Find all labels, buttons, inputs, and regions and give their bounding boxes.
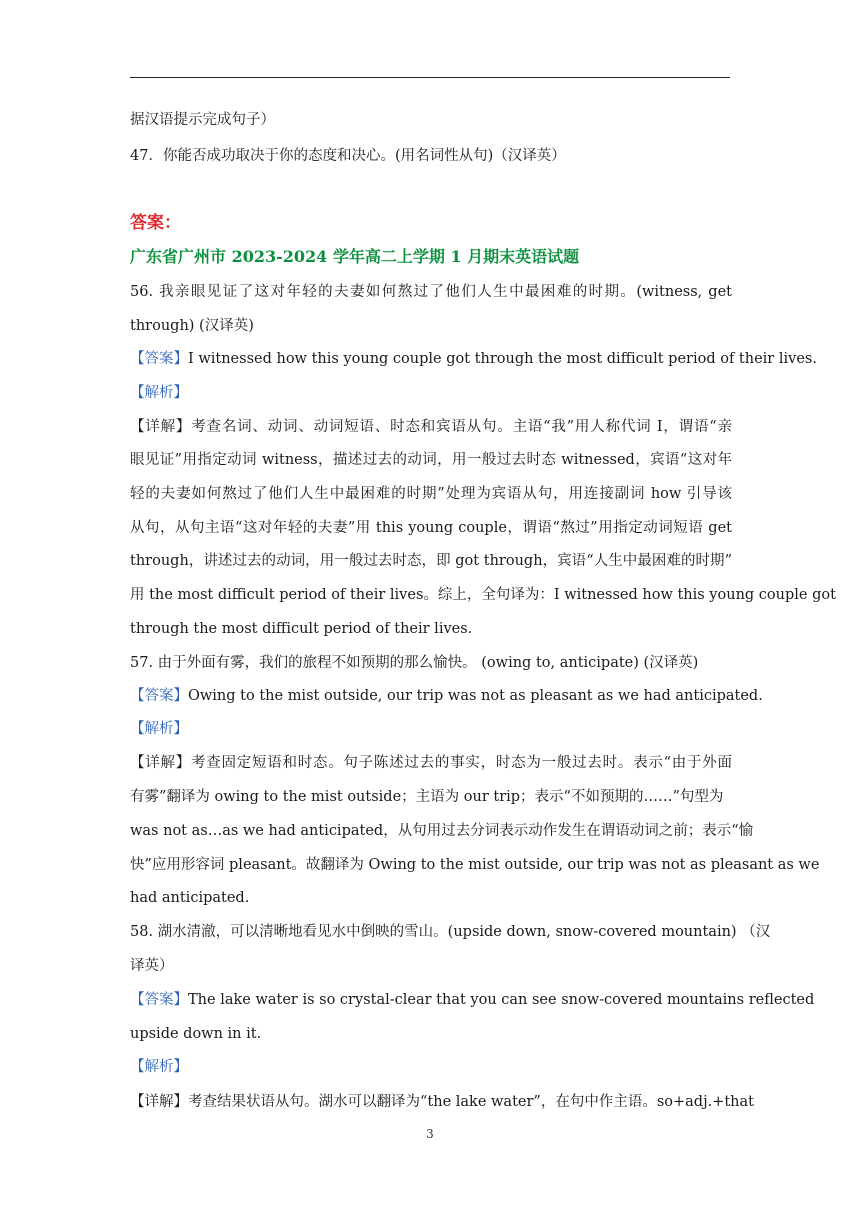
text-line (130, 719, 732, 739)
text-line (130, 247, 732, 267)
text-span: 有雾”翻译为 owing to the mist outside；主语为 our trip；表示“不如预期的……”句型为 (130, 789, 724, 805)
text-span: 用 the most difficult period of their lives。综上，全句译为：I witnessed how this young couple got (130, 587, 836, 603)
text-line (130, 1024, 732, 1044)
text-span: 轻的夫妻如何熬过了他们人生中最困难的时期”处理为宾语从句，用连接副词 how 引导该 (130, 486, 732, 502)
text-span: 【详解】考查名词、动词、动词短语、时态和宾语从句。主语“我”用人称代词 I，谓语“亲 (130, 419, 732, 435)
text-span: I witnessed how this young couple got through the most difficult period of their lives. (188, 351, 817, 367)
text-line (130, 1057, 732, 1077)
answer-label: 【解析】 (130, 385, 188, 401)
text-span: Owing to the mist outside, our trip was not as pleasant as we had anticipated. (188, 688, 763, 704)
text-span: 眼见证”用指定动词 witness，描述过去的动词，用一般过去时态 witnessed，宾语“这对年 (130, 452, 732, 468)
text-line (130, 282, 732, 302)
text-span: 56. 我亲眼见证了这对年轻的夫妻如何熬过了他们人生中最困难的时期。(witness, get (130, 284, 732, 300)
text-span: 据汉语提示完成句子） (130, 112, 275, 128)
text-line (130, 990, 815, 1010)
text-line (130, 551, 732, 571)
text-line (130, 417, 732, 437)
text-line (130, 753, 732, 773)
text-span: 47．你能否成功取决于你的态度和决心。(用名词性从句)（汉译英） (130, 148, 566, 164)
text-span: was not as…as we had anticipated，从句用过去分词表示动作发生在谓语动词之前；表示“愉 (130, 823, 754, 839)
header-rule (130, 77, 730, 78)
text-line (130, 619, 732, 639)
text-line (130, 956, 732, 976)
text-line (130, 888, 732, 908)
text-line (130, 653, 732, 673)
text-line (130, 450, 732, 470)
text-span: The lake water is so crystal-clear that you can see snow-covered mountains reflected (188, 992, 815, 1008)
text-span: 广东省广州市 2023-2024 学年高二上学期 1 月期末英语试题 (130, 247, 580, 266)
text-line (130, 1092, 754, 1112)
text-span: through) (汉译英) (130, 318, 254, 334)
text-line (130, 821, 754, 841)
text-line (130, 922, 771, 942)
text-line (130, 146, 732, 166)
text-span: 【详解】考查固定短语和时态。句子陈述过去的事实，时态为一般过去时。表示“由于外面 (130, 755, 732, 771)
text-span: through，讲述过去的动词，用一般过去时态，即 got through，宾语“人生中最困难的时期” (130, 553, 732, 569)
text-line (130, 686, 763, 706)
text-line (130, 585, 836, 605)
text-line (130, 787, 732, 807)
text-line (130, 349, 817, 369)
text-line (130, 213, 732, 233)
text-line (130, 110, 732, 130)
text-line (130, 383, 732, 403)
text-span: upside down in it. (130, 1026, 262, 1042)
answer-label: 【解析】 (130, 1059, 188, 1075)
text-span: 快”应用形容词 pleasant。故翻译为 Owing to the mist outside, our trip was not as pleasant as we (130, 857, 820, 873)
answer-label: 【答案】 (130, 688, 188, 704)
text-span: 译英） (130, 958, 174, 974)
answer-label: 【解析】 (130, 721, 188, 737)
text-line (130, 855, 820, 875)
text-span: 【详解】考查结果状语从句。湖水可以翻译为“the lake water”，在句中作主语。so+adj.+that (130, 1094, 754, 1110)
text-line (130, 518, 732, 538)
text-line (130, 316, 732, 336)
text-span: through the most difficult period of their lives. (130, 621, 473, 637)
text-span: 答案： (130, 213, 181, 233)
text-span: 58. 湖水清澈，可以清晰地看见水中倒映的雪山。(upside down, snow-covered mountain) （汉 (130, 924, 771, 940)
text-span: 57. 由于外面有雾，我们的旅程不如预期的那么愉快。 (owing to, anticipate) (汉译英) (130, 655, 699, 671)
text-span: had anticipated. (130, 890, 250, 906)
text-span: 从句，从句主语“这对年轻的夫妻”用 this young couple，谓语“熬过”用指定动词短语 get (130, 520, 732, 536)
answer-label: 【答案】 (130, 992, 188, 1008)
answer-label: 【答案】 (130, 351, 188, 367)
page-number: 3 (426, 1127, 434, 1141)
text-line (130, 484, 732, 504)
